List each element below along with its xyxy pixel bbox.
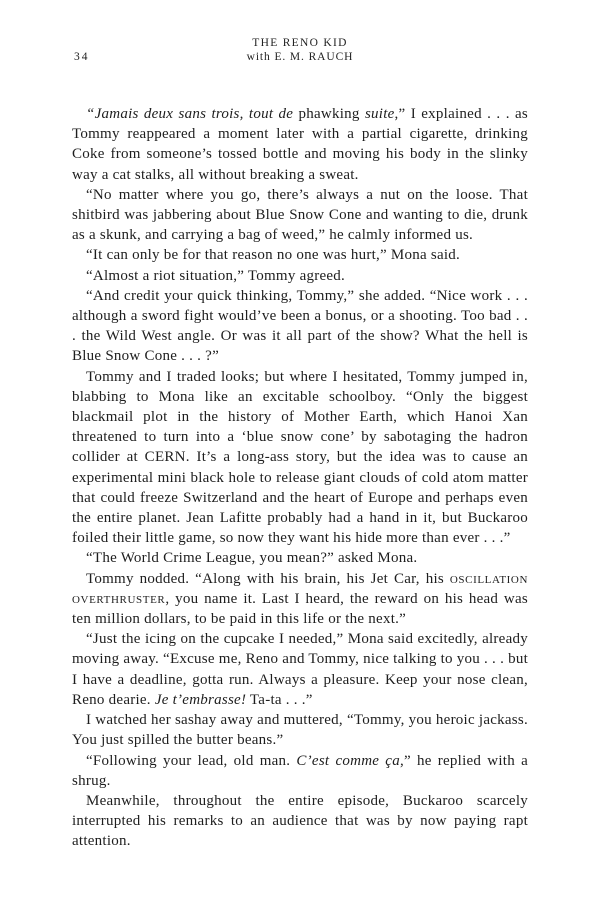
page-number: 34: [74, 51, 90, 63]
paragraph: [72, 266, 528, 286]
text-segment: ,” I explained . . . as Tommy reappeared a moment later with a partial cigarette, drinking Coke from someone’s tossed bottle and moving his body in the slinky way a cat stalks, all without breaking a sweat.: [72, 106, 528, 183]
text-segment: Ta-ta . . .”: [246, 691, 313, 708]
text-segment: “The World Crime League, you mean?” asked Mona.: [86, 550, 418, 567]
text-segment: “No matter where you go, there’s always a nut on the loose. That shitbird was jabbering about Blue Snow Cone and wanting to die, drunk as a skunk, and carrying a bag of weed,” he calmly informed us.: [72, 186, 528, 244]
text-segment-smallcaps: oscillation overthruster: [72, 570, 528, 607]
text-segment-italic: suite: [364, 106, 395, 122]
text-segment-italic: “Jamais deux sans trois, tout de: [86, 106, 299, 122]
paragraph: [72, 104, 528, 185]
text-segment-italic: C’est comme ça: [296, 752, 400, 769]
text-segment: phawking: [298, 106, 365, 122]
paragraph: [72, 629, 528, 710]
text-segment: “It can only be for that reason no one was hurt,” Mona said.: [86, 247, 461, 264]
paragraph: [72, 791, 528, 852]
text-segment: , you name it. Last I heard, the reward on his head was ten million dollars, to be paid in this life or the next.”: [72, 590, 528, 628]
running-header-author: with E. M. RAUCH: [246, 51, 354, 63]
running-header: [0, 0, 600, 64]
paragraph: [72, 245, 528, 265]
running-header-title: THE RENO KID: [252, 37, 348, 49]
text-segment: Tommy nodded. “Along with his brain, his Jet Car, his: [86, 570, 450, 587]
text-segment-italic: Je t’embrasse!: [154, 691, 247, 708]
text-segment: “Almost a riot situation,” Tommy agreed.: [86, 267, 346, 284]
paragraph: [72, 286, 528, 367]
text-segment: “Just the icing on the cupcake I needed,” Mona said excitedly, already moving away. “Excuse me, Reno and Tommy, nice talking to you . . . but I have a deadline, gotta run. Always a pleasure. Keep your nose clean, Reno dearie.: [72, 631, 528, 708]
text-segment: I watched her sashay away and muttered, “Tommy, you heroic jackass. You just spilled the butter beans.”: [72, 712, 528, 749]
page-body-text: [0, 64, 600, 852]
paragraph: [72, 548, 528, 568]
text-segment: “And credit your quick thinking, Tommy,” she added. “Nice work . . . although a sword fight would’ve been a bonus, or a shooting. Too bad . . . the Wild West angle. Or was it all part of the show? What the hell is Blue Snow Cone . . . ?”: [72, 287, 528, 365]
paragraph: [72, 569, 528, 630]
paragraph: [72, 185, 528, 246]
text-segment: Meanwhile, throughout the entire episode, Buckaroo scarcely interrupted his remarks to an audience that was by now paying rapt attention.: [72, 792, 528, 850]
text-segment: Tommy and I traded looks; but where I hesitated, Tommy jumped in, blabbing to Mona like an excitable schoolboy. “Only the biggest blackmail plot in the history of Mother Earth, which Hanoi Xan threatened to turn into a ‘blue snow cone’ by sabotaging the hadron collider at CERN. It’s a long-ass story, but the idea was to cause an experimental mini black hole to release giant clouds of cold atom matter that could freeze Switzerland and the heart of Europe and perhaps even the entire planet. Jean Lafitte probably had a hand in it, but Buckaroo foiled their little game, so now they want his hide more than ever . . .”: [72, 368, 528, 547]
paragraph: [72, 710, 528, 750]
paragraph: [72, 367, 528, 549]
paragraph: [72, 751, 528, 791]
text-segment: ,” he replied with a shrug.: [72, 752, 528, 789]
text-segment: “Following your lead, old man.: [86, 752, 297, 769]
